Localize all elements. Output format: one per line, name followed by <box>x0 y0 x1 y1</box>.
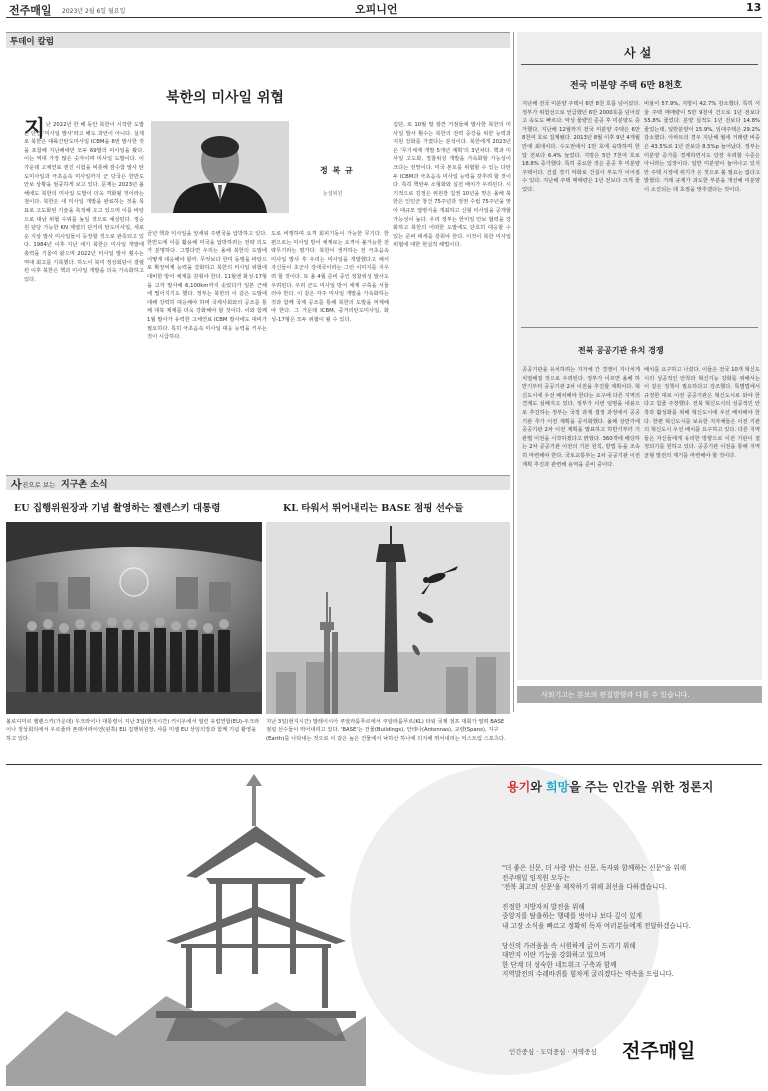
author-portrait-icon <box>151 121 289 213</box>
editorial2-text-col1: 공공기관을 유치하려는 지자체 간 경쟁이 지나치게 치열해질 것으로 우려된다. 정부가 이르면 올해 하반기부터 공공기관 2차 이전을 추진할 계획이다. 혁신도시에 우선 배치해야 한다는 요구에 다른 지역의 견제도 심해지고 있다. 정부가 이번 임명을 내용으로 추진하는 정부는 국정 과제 결정 과정에서 공공기관 추가 이전 계획을 공식화했다. 올해 상반기에 공공기관 2차 이전 계획을 발표하고 하반기부터 기관별 이전을 시작하겠다고 밝혔다. 360개에 해당하는 2차 공공기관 이전의 기본 원칙, 방법 등을 조속히 마련해야 한다. 국토교통부는 2차 공공기관 이전 계획 추진과 관련해 용역을 준비 중이다. <box>522 367 640 468</box>
ad-para3-line4: 지역발전의 수레바퀴를 힘차게 굴리겠다는 약속을 드립니다. <box>502 970 674 979</box>
photo1-title: EU 집행위원장과 기념 촬영하는 젤렌스키 대통령 <box>14 503 221 514</box>
photo-news-header <box>6 475 510 490</box>
column-label: 투데이 칼럼 <box>10 37 55 47</box>
masthead-page-number: 13 <box>746 1 762 14</box>
masthead-section: 오피니언 <box>355 3 398 16</box>
masthead-date: 2023년 2월 6일 월요일 <box>62 8 126 15</box>
column-text-col2: 금년 핵과 미사일을 앞세워 주변국을 압박하고 있다. 한반도에 이를 활용해 미국을 압박하려는 전략 의도가 분명하다. 그렇다면 우리는 올해 북한의 도발에 어떻게 대응해야 할까. 무엇보다 한미 동맹을 바탕으로 확장억제 능력을 강화하고 북한의 미사일 위협에 대비한 방어 체계를 갖춰야 한다. 11월엔 화성-17형을 고각 발사해 6,100km까지 솟았다가 일본 근해에 떨어지기도 했다. 정부는 북한의 이 같은 도발에 대해 강력히 대응해야 하며 국제사회와의 공조를 통해 대북 제재를 더욱 강화해야 할 것이다. 이와 함께 1월 발사가 유력한 고체연료 ICBM 발사에도 대비가 필요하다. 특히 극초음속 미사일 대응 능력을 키우는 것이 시급하다. <box>147 231 267 341</box>
photo-news-label-prefix: 사 <box>11 478 22 491</box>
tower-jump-photo-icon <box>266 522 510 714</box>
group-photo-icon <box>6 522 262 714</box>
photo1-caption: 볼로디미르 젤렌스키(가운데) 우크라이나 대통령이 지난 3일(현지시간) 키이우에서 열린 유럽연합(EU)-우크라이나 정상회의에서 우르줄라 폰데어라이엔(왼쪽) EU 집행위원장, 샤를 미셸 EU 상임의장과 함께 기념 촬영을 하고 있다. <box>6 719 260 742</box>
column-title: 북한의 미사일 위협 <box>166 90 284 106</box>
ad-tagline: 인간중심 · 도덕중심 · 지역중심 <box>509 1048 597 1056</box>
editorial1-text-col1: 지난해 전국 미분양 주택이 6만 8천 호를 넘어섰다. 정부가 위험선으로 언급했던 6만 2000호를 넘어섰고 속도도 빠르다. 악성 물량인 준공 후 미분양도 증가했다. 지난해 12월까지 전국 미분양 주택은 6만 8천여 호로 집계됐다. 2013년 8월 이후 9년 4개월 만에 최대치다. 수도권에서 1만 호에 육박하며 한 달 전보다 6.4% 늘었다. 지방은 5만 7천여 호로 18.8% 증가했다. 특히 중요한 것은 준공 후 미분양 주택이다. 건설 경기 악화로 건설사 부도가 이어질 수 있다. 지난해 주택 매매량은 1년 전보다 크게 줄었다. <box>522 101 640 193</box>
ad-para3-line2: 대안지 이란 기능을 강화하고 있으며 <box>502 951 606 960</box>
photo1-eu-summit <box>6 522 262 714</box>
editorial-title1: 전국 미분양 주택 6만 8천호 <box>570 81 682 91</box>
ad-headline-hope: 희망 <box>545 780 570 794</box>
editorial-separator <box>521 327 758 328</box>
photo2-caption: 지난 3일(현지시간) 말레이시아 쿠알라룸푸르에서 쿠알라룸푸르(KL) 타워 국제 점프 대회가 열려 BASE 점핑 선수들이 뛰어내리고 있다. 'BASE'는 건물(Buildings), 안테나(Antennas), 교량(Spans), 지구(Earth)를 나타내는 것으로 이 같은 높은 건물에서 낙하산 하나에 의지해 뛰어내리는 익스트림 스포츠다. <box>266 719 506 742</box>
masthead-paper-name: 전주매일 <box>9 4 52 17</box>
ad-top-rule <box>6 764 762 765</box>
photo2-title: KL 타워서 뛰어내리는 BASE 점핑 선수들 <box>283 503 464 514</box>
ad-headline-rest: 을 주는 인간을 위한 정론지 <box>569 780 714 794</box>
photo-news-label-main: 지구촌 소식 <box>61 480 108 490</box>
ad-headline-and: 와 <box>530 780 546 794</box>
editorial-footnote: 사외기고는 본보의 편집방향과 다를 수 있습니다. <box>541 691 690 699</box>
ad-para2 <box>502 903 762 932</box>
pavilion-icon <box>6 766 366 1086</box>
ad-para1 <box>502 864 762 893</box>
editorial-label: 사 설 <box>624 46 652 60</box>
ad-tower-illustration <box>6 766 366 1086</box>
ad-para1-line2: 전주매일 임직원 모두는 <box>502 873 570 882</box>
author-photo <box>151 121 289 213</box>
column-text-col3: 도로 비행하며 요격 회피기동이 가능한 무기다. 한편으로는 미사일 방어 체계로는 요격이 불가능한 전략무기라는 평가다. 북한이 생각하는 전 극초음속 미사일 발사 후 우리는 미사일을 개발했다고 해서 자신들이 초군사 강대국이라는 그런 이미지를 지우려 할 것이다. 또 올 4월 준비 중인 정찰위성 발사도 우려된다. 우리 군도 미사일 방어 체계 구축을 서둘러야 한다. 이 같은 자주 미사일 개발을 가속화하는 것과 함께 국제 공조를 통해 북한의 도발을 억제해야 한다. 그 가운데 ICBM, 중거리탄도미사일, 화성-17형은 모두 위협이 될 수 있다. <box>271 231 389 323</box>
masthead <box>0 0 768 18</box>
ad-para2-line1: 진정한 지방자치 발전을 위해 <box>502 902 585 911</box>
author-role: 논설위원 <box>323 191 343 197</box>
author-name: 정 복 규 <box>320 165 354 175</box>
vertical-divider <box>513 32 514 712</box>
ad-para1-line3: '전북 최고의 신문'을 제작하기 위해 최선을 다하겠습니다. <box>502 883 667 892</box>
column-label-bar <box>6 32 510 48</box>
editorial1-text-col2: 비율이 57.9%, 지방이 42.7% 감소했다. 특히 서울 주택 매매량이 5만 9천여 건으로 1년 전보다 55.8% 줄었다. 분양 실적도 1년 전보다 14.8% 줄었는데, 일반분양이 15.9%, 임대주택은 29.2% 감소했다. 아파트의 경우 지난해 월세 거래량 비중은 43.5%로 1년 전보다 8.5%p 늘어났다. 정부는 미분양 증가를 경계하면서도 당장 우려할 수준은 아니라는 입장이다. 일반 미분양이 늘어나고 있지만 주택 시장에 위기가 온 것으로 볼 필요는 없다고 밝혔다. 거래 규제가 과도한 부분을 개선해 미분양이 소진되는 데 초점을 맞추겠다는 것이다. <box>644 101 760 193</box>
ad-para3 <box>502 942 762 980</box>
ad-para3-line3: 한 단계 더 성숙한 네트워크 구축과 함께 <box>502 960 617 969</box>
ad-headline-courage: 용기 <box>507 780 531 794</box>
ad-para3-line1: 당신의 가려움을 속 시원하게 긁어 드리기 위해 <box>502 941 636 950</box>
photo2-kl-tower <box>266 522 510 714</box>
masthead-rule <box>6 17 762 18</box>
editorial2-text-col2: 배치를 요구하고 나섰다. 이들은 전국 10개 혁신도시의 성공적인 안착과 혁신기능 강화를 위해서는 이 같은 정책이 필요하다고 강조했다. 특별법에서 규정한 대로 이전 공공기관은 혁신도시로 와야 한다고 힘줄 주장했다. 전북 혁신도시의 성공적인 안착과 활성화를 위해 혁신도시에 우선 배치해야 한다. 한편 혁신도시를 보유한 지자체들은 이전 기관의 혁신도시 우선 배치를 요구하고 있다. 다른 지역들은 자신들에게 유리한 방향으로 이전 기관이 결정되기를 원하고 있다. 공공기관 이전을 통해 지역 균형 발전의 계기를 마련해야 할 것이다. <box>644 367 760 459</box>
column-text-col1: 난 2022년 한 해 동안 북한이 시작한 도발은 단연 '미사일 발사'라고 해도 과언이 아니다. 실제로 북한은 대륙간탄도미사일 ICBM을 8번 발사한 것을 포함해 지난해에만 모두 69발의 미사일을 쐈다. 이는 역대 가장 많은 숫자이며 미사일 도발이다. 이 가운데 고체연료 엔진 시험을 비롯해 잠수함 발사 탄도미사일과 극초음속 미사일까지 군 당국은 한반도 안보 상황을 엄중하게 보고 있다. 문제는 2023년 올해에도 북한의 미사일 도발이 더욱 격화될 것이라는 점이다. 북한은 새 미사일 개발을 완료하는 것을 목표로 고도화된 기술을 축적해 오고 있으며 이를 바탕으로 대남 위협 수위를 높일 것으로 예상된다. 정승원 담당 가능한 KN 계열의 단거리 탄도미사일, 새로운 지상 발사 미사일들이 등장할 것으로 관측되고 있다. 1984년 이후 지난 세기 북한은 미사일 개발에 총력을 기울여 왔으며 2022년 미사일 발사 횟수는 역대 최고를 기록했다. 하노이 북미 정상회담이 결렬된 이후 북한은 핵과 미사일 개발을 더욱 가속화하고 있다. <box>24 122 144 283</box>
editorial-label-rule <box>521 64 758 65</box>
ad-para2-line3: 내 고장 소식을 빠르고 정확히 독자 여러분들에게 전달하겠습니다. <box>502 921 691 930</box>
ad-para1-line1: "더 좋은 신문, 더 사랑 받는 신문, 독자와 함께하는 신문"을 위해 <box>502 864 687 872</box>
editorial-footnote-bar <box>517 686 762 703</box>
editorial-title2: 전북 공공기관 유치 경쟁 <box>578 345 664 355</box>
photo-news-label-small: 진으로 보는 <box>22 481 56 489</box>
column-text-col4: 집단, 또 10월 말 잠깐 거점들에 발사한 북한의 미사일 발사 횟수는 북한의 전력 증강을 위한 능력과 지원 강화를 가졌다는 분석이다. 북한에게 2023년은 '무기체계 개발 5개년 계획'의 3년차다. 핵과 미사일 고도화, 정찰위성 개발을 가속화할 가능성이 크다는 전망이다. 미국 본토를 위협할 수 있는 다탄두 ICBM과 극초음속 미사일 능력을 갖추려 할 것이다. 특히 핵탄두 소형화와 실전 배치가 우려된다. 시기적으로 김정은 위원장 집권 10년을 맞은 올해 북한은 인민군 창건 75주년과 정권 수립 75주년을 맞아 대규모 열병식을 개최하고 신형 미사일을 공개할 가능성이 높다. 우리 정부는 한미일 안보 협력을 강화하고 북한의 어떠한 도발에도 단호히 대응할 수 있는 준비 태세를 갖춰야 한다. 이것이 북한 미사일 위협에 대한 현실적 해법이다. <box>393 122 511 249</box>
ad-headline <box>507 778 713 795</box>
ad-logo: 전주매일 <box>622 1040 696 1062</box>
ad-body <box>502 864 762 980</box>
column-dropcap: 지 <box>24 116 46 142</box>
ad-para2-line2: 중앙지를 탈출하는 행태를 벗어나 보다 깊이 있게 <box>502 912 642 921</box>
